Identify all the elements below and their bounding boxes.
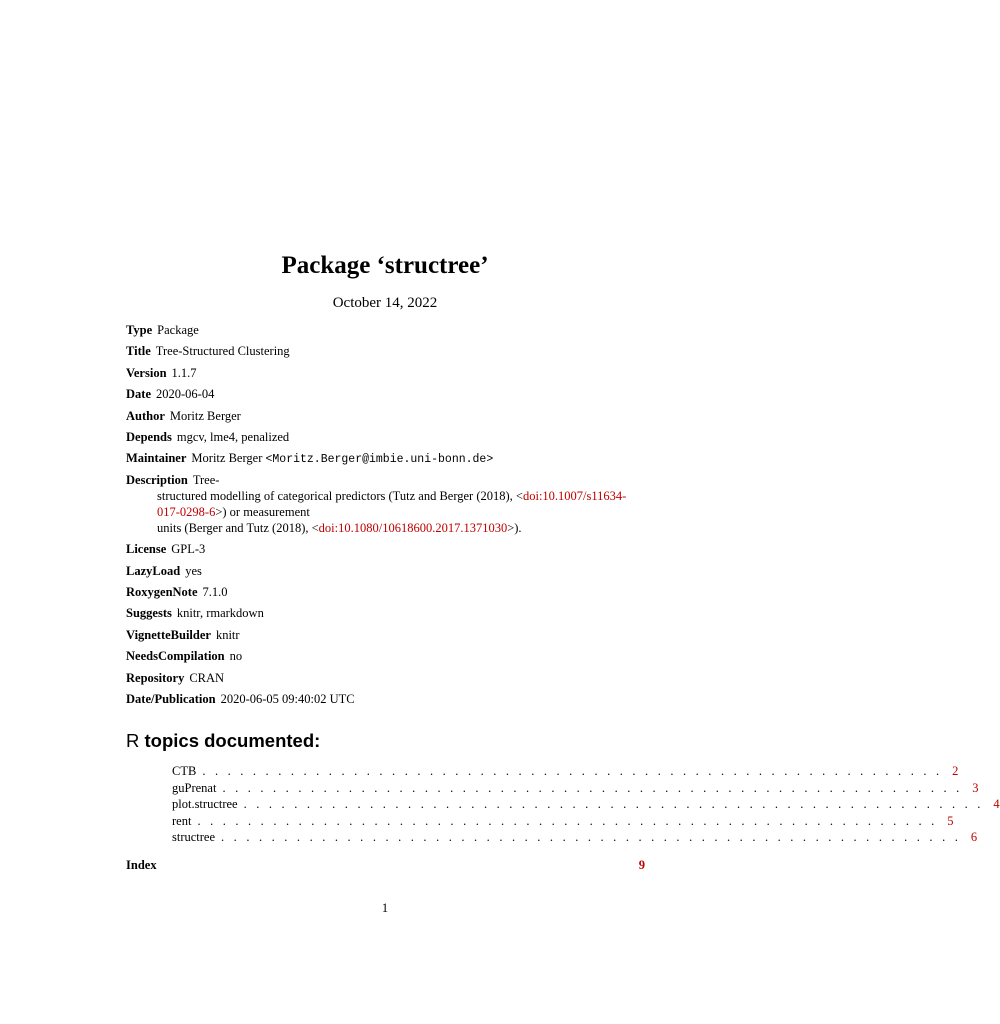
index-label: Index <box>126 858 157 872</box>
field-repository: Repository CRAN <box>126 670 225 685</box>
doi-link-1-cont[interactable]: 017-0298-6 <box>157 504 216 519</box>
field-roxygennote: RoxygenNote 7.1.0 <box>126 585 228 600</box>
field-version: Version 1.1.7 <box>126 365 197 380</box>
field-title: Title Tree-Structured Clustering <box>126 344 290 359</box>
toc-item[interactable]: guPrenat . . . . . . . . . . . . . . . . . . . . . . . . . . . . . . . . . . . . . . . . . . . . . . . . . . . . . . . . . . . 3 <box>172 780 979 795</box>
field-depends: Depends mgcv, lme4, penalized <box>126 429 290 444</box>
maintainer-email: <Moritz.Berger@imbie.uni-bonn.de> <box>265 453 494 467</box>
doi-link-1[interactable]: doi:10.1007/s11634- <box>522 488 627 503</box>
field-license: License GPL-3 <box>126 542 206 557</box>
document-date: October 14, 2022 <box>332 295 438 311</box>
toc-page-link[interactable]: 4 <box>993 797 1000 811</box>
field-date: Date 2020-06-04 <box>126 387 215 402</box>
field-suggests: Suggests knitr, rmarkdown <box>126 606 264 621</box>
field-vignettebuilder: VignetteBuilder knitr <box>126 627 240 642</box>
toc-item[interactable]: CTB . . . . . . . . . . . . . . . . . . . . . . . . . . . . . . . . . . . . . . . . . . . . . . . . . . . . . . . . . . . 2 <box>172 764 959 778</box>
toc-page-link[interactable]: 5 <box>947 813 954 828</box>
toc-page-link[interactable]: 2 <box>952 764 959 778</box>
toc-item[interactable]: structree . . . . . . . . . . . . . . . . . . . . . . . . . . . . . . . . . . . . . . . . . . . . . . . . . . . . . . . . . . . 6 <box>172 830 978 844</box>
doi-link-2[interactable]: doi:10.1080/10618600.2017.1371030 <box>318 520 508 535</box>
field-lazyload: LazyLoad yes <box>126 563 202 578</box>
toc-page-link[interactable]: 6 <box>970 830 978 844</box>
description-fields <box>126 322 646 712</box>
toc-item[interactable]: plot.structree . . . . . . . . . . . . . . . . . . . . . . . . . . . . . . . . . . . . . . . . . . . . . . . . . . . . . . . . . . . 4 <box>172 797 1000 811</box>
page-number: 1 <box>381 901 389 915</box>
field-description: Description Tree- structured modelling of categorical predictors (Tutz and Berger (2018), <doi:10.1007/s11634- 017-0298-6>) or measurement units (Berger and Tutz (2018), <doi:10.1080/10618600.2017.1371030>). <box>126 472 627 535</box>
field-date-publication: Date/Publication 2020-06-05 09:40:02 UTC <box>126 691 355 706</box>
field-needscompilation: NeedsCompilation no <box>126 649 243 664</box>
field-maintainer: Maintainer Moritz Berger <Moritz.Berger@imbie.uni-bonn.de> <box>126 451 494 467</box>
field-type: Type Package <box>126 323 199 337</box>
toc-list <box>172 764 1000 847</box>
toc-page-link[interactable]: 3 <box>972 780 979 795</box>
index-page-link[interactable]: 9 <box>638 858 645 872</box>
package-title: Package ‘structree’ <box>281 252 489 279</box>
toc-item[interactable]: rent . . . . . . . . . . . . . . . . . . . . . . . . . . . . . . . . . . . . . . . . . . . . . . . . . . . . . . . . . . . 5 <box>172 813 954 828</box>
field-author: Author Moritz Berger <box>126 408 241 423</box>
toc-index-row[interactable] <box>126 858 645 873</box>
toc-heading: R topics documented: <box>126 730 321 751</box>
